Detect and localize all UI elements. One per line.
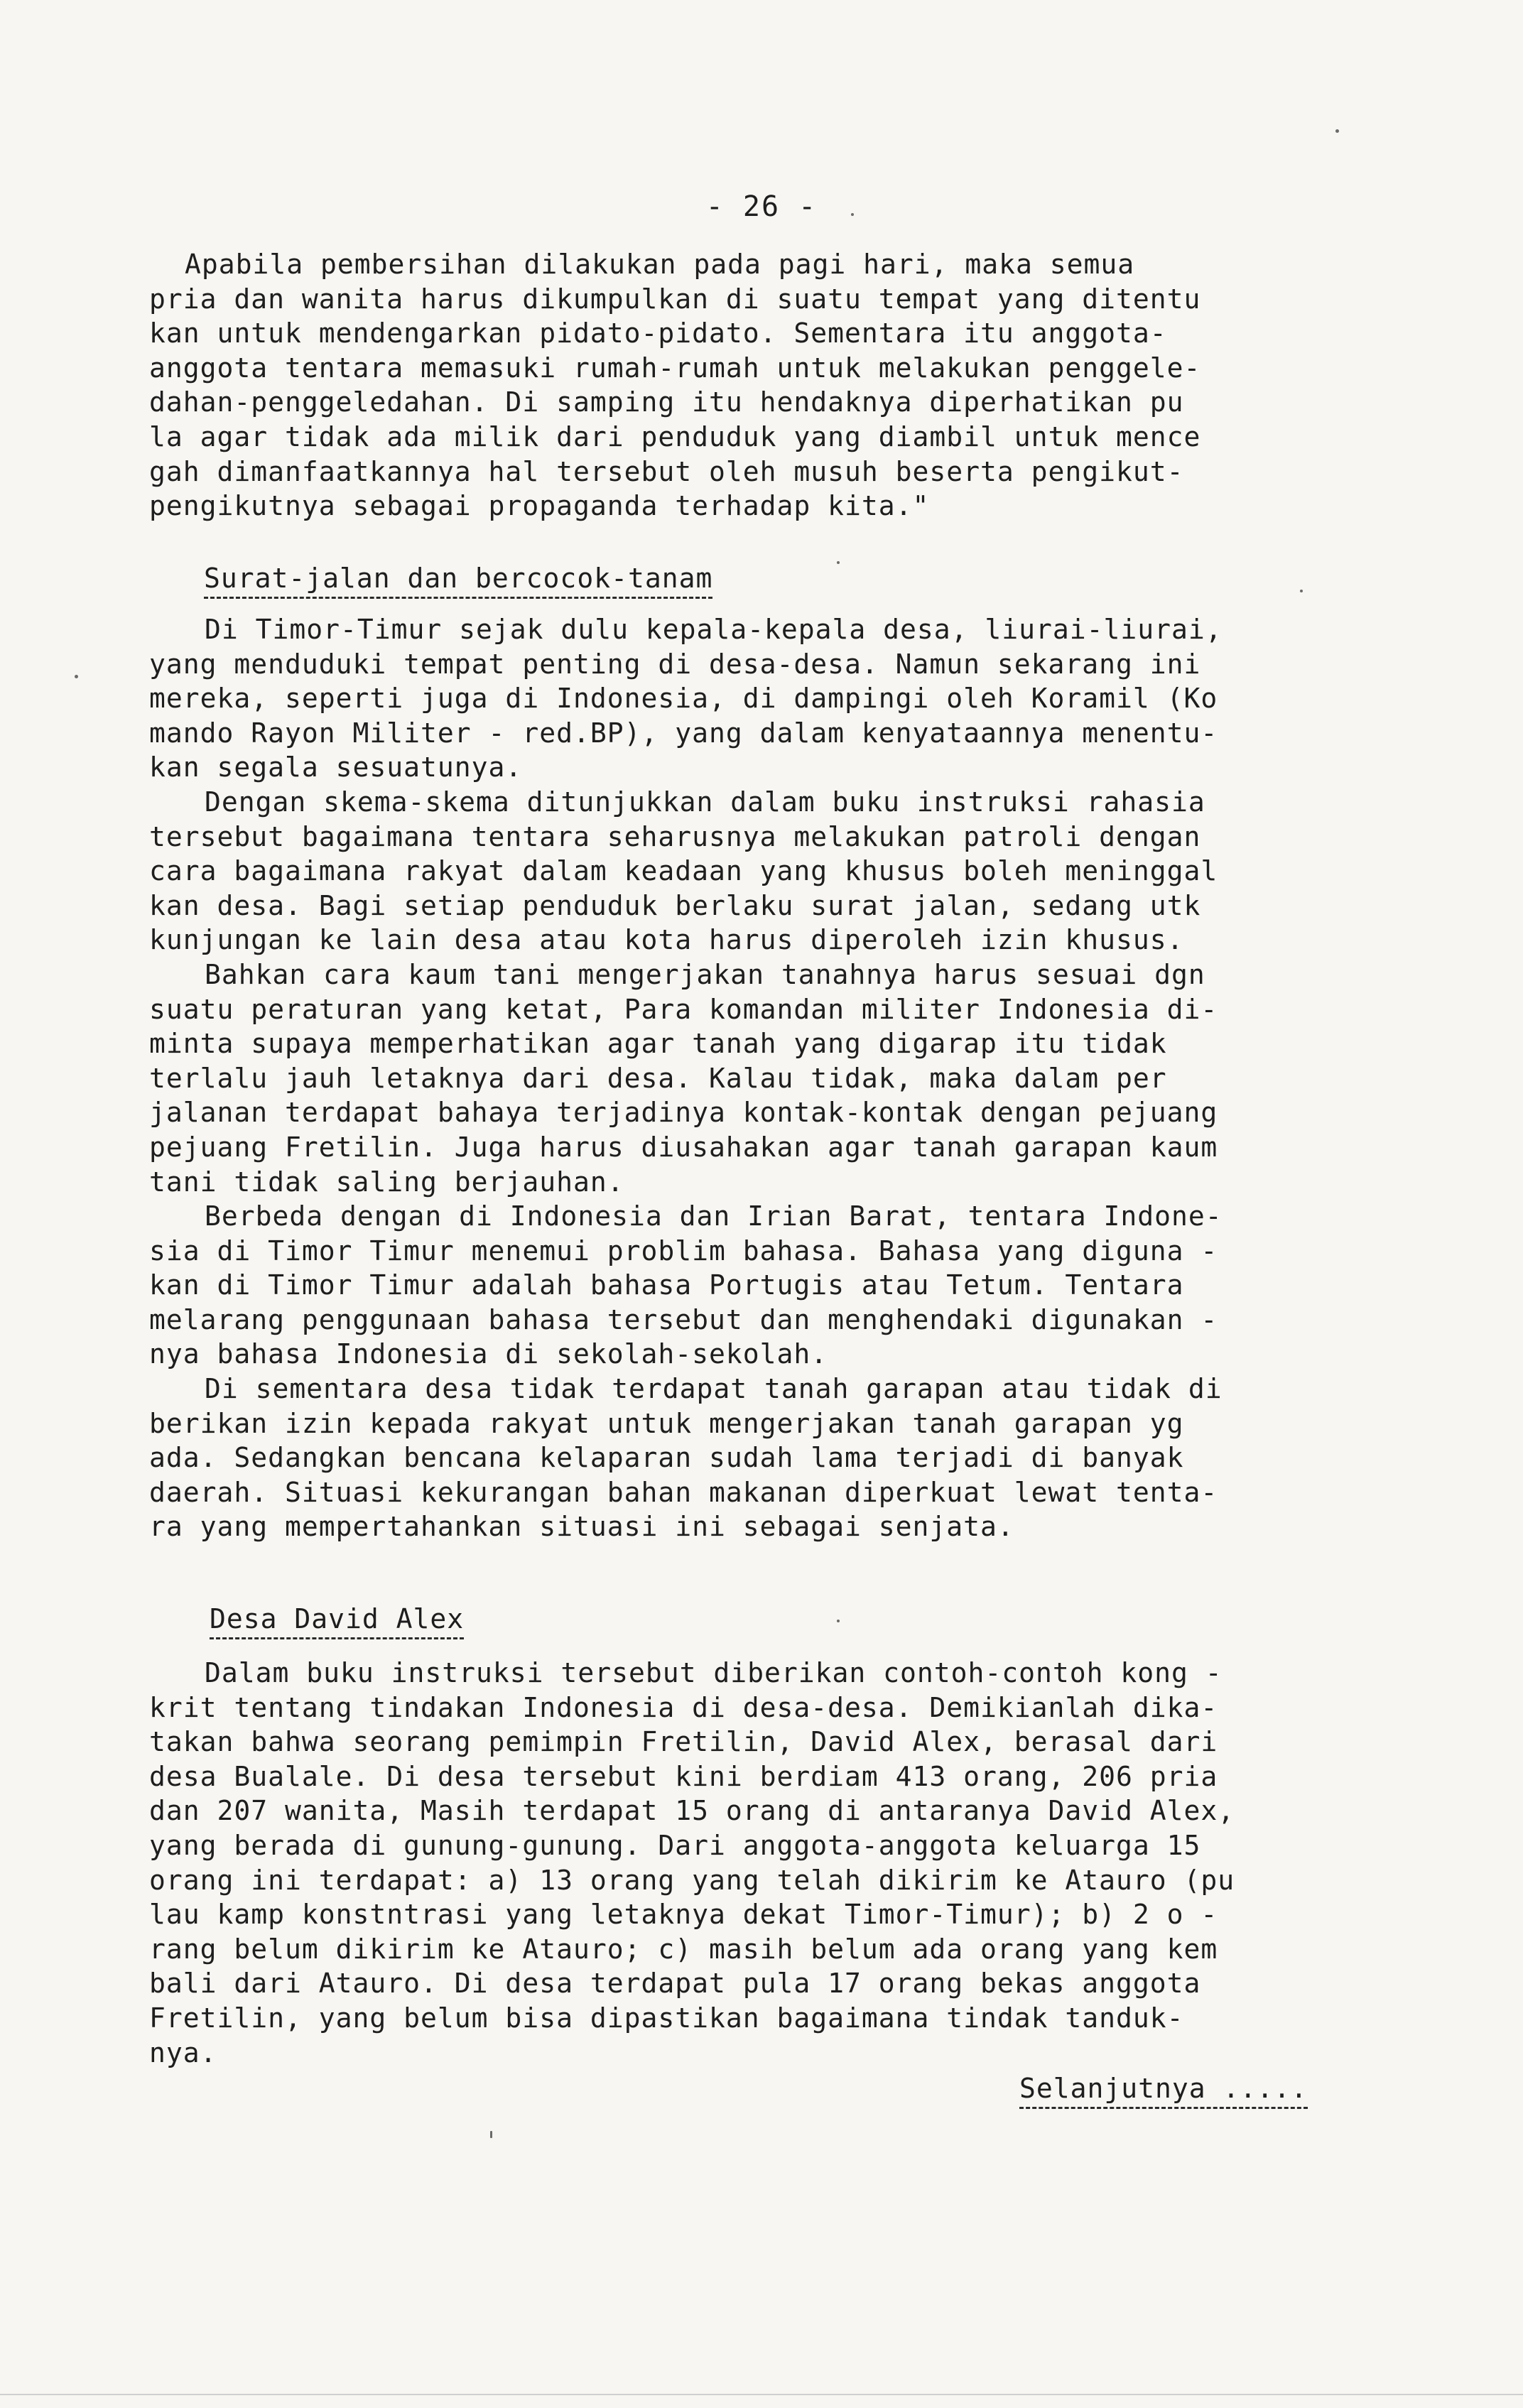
- text-line: tersebut bagaimana tentara seharusnya melakukan patroli dengan: [149, 820, 1201, 852]
- scan-speck: [851, 213, 854, 216]
- text-line: la agar tidak ada milik dari penduduk yang diambil untuk mence: [149, 421, 1201, 452]
- text-line: yang berada di gunung-gunung. Dari anggota-anggota keluarga 15: [149, 1829, 1201, 1861]
- text-line: pria dan wanita harus dikumpulkan di suatu tempat yang ditentu: [149, 283, 1201, 315]
- page-number: - 26 -: [705, 190, 818, 223]
- text-line: gah dimanfaatkannya hal tersebut oleh musuh beserta pengikut-: [149, 455, 1184, 487]
- text-line: pengikutnya sebagai propaganda terhadap kita.": [149, 490, 930, 522]
- text-line: sia di Timor Timur menemui problim bahasa. Bahasa yang diguna -: [149, 1235, 1218, 1267]
- text-line: kan untuk mendengarkan pidato-pidato. Sementara itu anggota-: [149, 318, 1167, 349]
- text-line: daerah. Situasi kekurangan bahan makanan diperkuat lewat tenta-: [149, 1476, 1218, 1508]
- text-line: desa Bualale. Di desa tersebut kini berdiam 413 orang, 206 pria: [149, 1760, 1218, 1792]
- text-line: bali dari Atauro. Di desa terdapat pula 17 orang bekas anggota: [149, 1968, 1201, 2000]
- text-line: kan segala sesuatunya.: [149, 752, 523, 783]
- text-line: ada. Sedangkan bencana kelaparan sudah lama terjadi di banyak: [149, 1442, 1184, 1474]
- text-line: nya bahasa Indonesia di sekolah-sekolah.: [149, 1338, 828, 1370]
- text-line: cara bagaimana rakyat dalam keadaan yang khusus boleh meninggal: [149, 855, 1218, 887]
- text-line: nya.: [149, 2037, 217, 2068]
- scan-speck: [1335, 129, 1339, 133]
- text-line: dahan-penggeledahan. Di samping itu hendaknya diperhatikan pu: [149, 386, 1184, 418]
- scan-speck: [837, 561, 840, 564]
- intro-paragraph: [149, 247, 1343, 524]
- text-line: Di sementara desa tidak terdapat tanah garapan atau tidak di: [205, 1373, 1223, 1405]
- text-line: kunjungan ke lain desa atau kota harus diperoleh izin khusus.: [149, 924, 1184, 956]
- section-desa-david-alex-body: [149, 1656, 1343, 2070]
- text-line: anggota tentara memasuki rumah-rumah untuk melakukan penggele-: [149, 352, 1201, 384]
- text-line: Bahkan cara kaum tani mengerjakan tanahnya harus sesuai dgn: [205, 958, 1205, 990]
- text-line: lau kamp konstntrasi yang letaknya dekat Timor-Timur); b) 2 o -: [149, 1899, 1218, 1931]
- text-line: yang menduduki tempat penting di desa-desa. Namun sekarang ini: [149, 648, 1201, 680]
- text-line: dan 207 wanita, Masih terdapat 15 orang di antaranya David Alex,: [149, 1795, 1235, 1827]
- text-line: suatu peraturan yang ketat, Para komandan militer Indonesia di-: [149, 993, 1218, 1025]
- text-line: melarang penggunaan bahasa tersebut dan menghendaki digunakan -: [149, 1303, 1218, 1335]
- text-line: minta supaya memperhatikan agar tanah yang digarap itu tidak: [149, 1028, 1167, 1060]
- text-line: Fretilin, yang belum bisa dipastikan bagaimana tindak tanduk-: [149, 2002, 1184, 2034]
- text-line: krit tentang tindakan Indonesia di desa-desa. Demikianlah dika-: [149, 1691, 1218, 1723]
- text-line: orang ini terdapat: a) 13 orang yang telah dikirim ke Atauro (pu: [149, 1864, 1235, 1896]
- text-line: Berbeda dengan di Indonesia dan Irian Barat, tentara Indone-: [205, 1200, 1223, 1232]
- text-line: kan desa. Bagi setiap penduduk berlaku surat jalan, sedang utk: [149, 889, 1201, 921]
- text-line: berikan izin kepada rakyat untuk mengerjakan tanah garapan yg: [149, 1407, 1184, 1439]
- scan-speck: [75, 675, 78, 678]
- section-surat-jalan-body: [149, 612, 1343, 1544]
- text-line: ra yang mempertahankan situasi ini sebagai senjata.: [149, 1511, 1014, 1543]
- text-line: rang belum dikirim ke Atauro; c) masih belum ada orang yang kem: [149, 1933, 1218, 1965]
- text-line: kan di Timor Timur adalah bahasa Portugis atau Tetum. Tentara: [149, 1269, 1184, 1301]
- text-line: Dalam buku instruksi tersebut diberikan contoh-contoh kong -: [205, 1657, 1223, 1688]
- page-bottom-edge: [0, 2394, 1523, 2395]
- scan-speck: [837, 1620, 840, 1622]
- scan-speck: [1300, 590, 1303, 592]
- text-line: terlalu jauh letaknya dari desa. Kalau tidak, maka dalam per: [149, 1062, 1167, 1094]
- section-heading-surat-jalan: Surat-jalan dan bercocok-tanam: [204, 561, 712, 599]
- scan-speck: [490, 2131, 492, 2138]
- text-line: tani tidak saling berjauhan.: [149, 1166, 624, 1198]
- text-line: jalanan terdapat bahaya terjadinya kontak-kontak dengan pejuang: [149, 1097, 1218, 1129]
- section-heading-desa-david-alex: Desa David Alex: [210, 1602, 464, 1639]
- text-line: mando Rayon Militer - red.BP), yang dalam kenyataannya menentu-: [149, 717, 1218, 749]
- text-line: Di Timor-Timur sejak dulu kepala-kepala desa, liurai-liurai,: [205, 614, 1223, 645]
- continued-label: Selanjutnya .....: [1019, 2071, 1308, 2109]
- text-line: Apabila pembersihan dilakukan pada pagi hari, maka semua: [185, 249, 1135, 280]
- text-line: mereka, seperti juga di Indonesia, di dampingi oleh Koramil (Ko: [149, 683, 1218, 715]
- text-line: Dengan skema-skema ditunjukkan dalam buku instruksi rahasia: [205, 786, 1205, 818]
- text-line: takan bahwa seorang pemimpin Fretilin, David Alex, berasal dari: [149, 1726, 1218, 1758]
- text-line: pejuang Fretilin. Juga harus diusahakan agar tanah garapan kaum: [149, 1131, 1218, 1163]
